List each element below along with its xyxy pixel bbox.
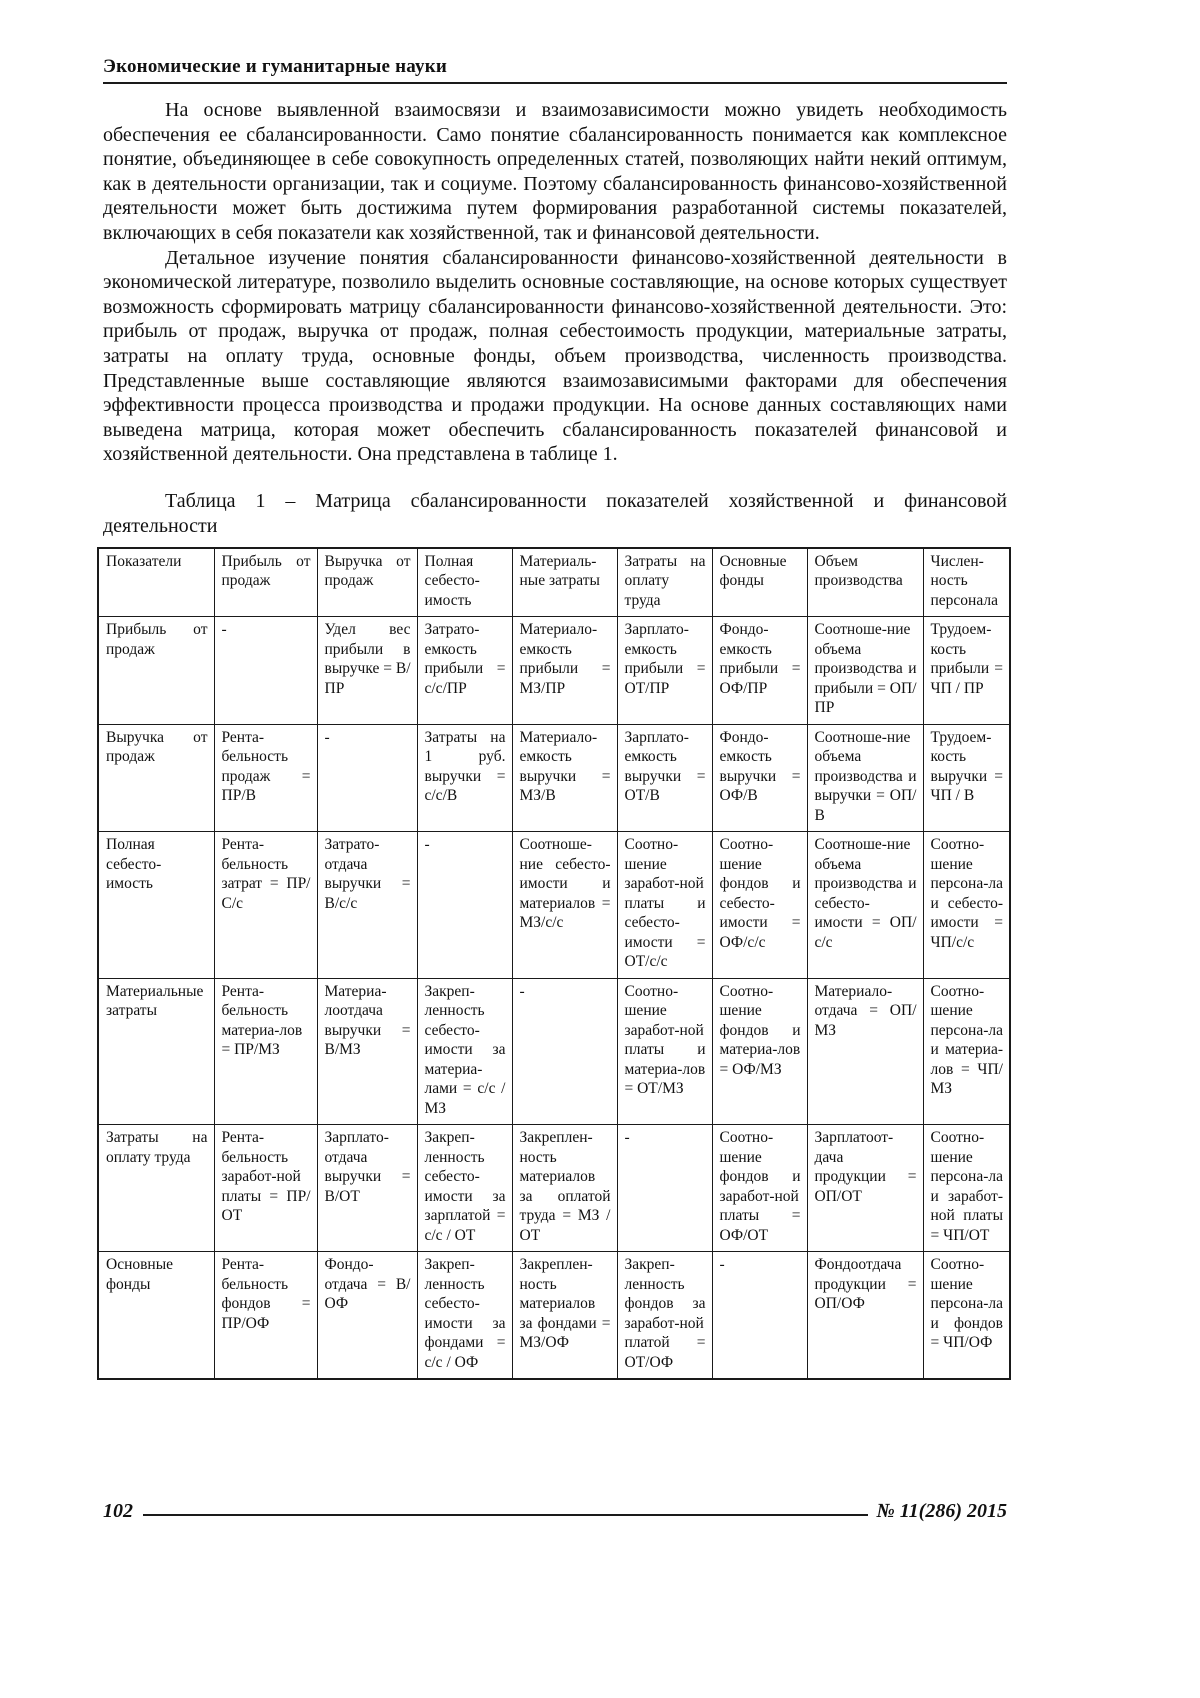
table-cell: Рента-бельность материа-лов = ПР/МЗ [214,978,317,1125]
column-header: Материаль-ные затраты [512,548,617,617]
column-header: Затраты на оплату труда [617,548,712,617]
table-cell: Материало-емкость прибыли = МЗ/ПР [512,617,617,725]
row-label: Прибыль от продаж [98,617,214,725]
table-cell: Соотноше-ние объема производства и выручки = ОП/В [807,724,923,832]
table-cell: Соотно-шение заработ-ной платы и себесто-имости = ОТ/с/с [617,832,712,979]
table-cell: Соотно-шение фондов и материа-лов = ОФ/МЗ [712,978,807,1125]
table-cell: Фондоотдача продукции = ОП/ОФ [807,1252,923,1380]
table-cell: Фондо-емкость выручки = ОФ/В [712,724,807,832]
table-cell: Затраты на 1 руб. выручки = с/с/В [417,724,512,832]
header-row [98,548,1010,617]
column-header: Основные фонды [712,548,807,617]
table-row [98,832,1010,979]
running-header: Экономические и гуманитарные науки [103,56,1007,84]
page-number: 102 [103,1500,133,1522]
issue-number: № 11(286) 2015 [876,1500,1007,1522]
column-header: Прибыль от продаж [214,548,317,617]
table-cell: Соотно-шение персона-ла и фондов = ЧП/ОФ [923,1252,1010,1380]
table-cell: Соотноше-ние объема производства и прибыли = ОП/ПР [807,617,923,725]
table-row [98,724,1010,832]
table-cell: Удел вес прибыли в выручке = В/ПР [317,617,417,725]
table-cell: Зарплато-отдача выручки = В/ОТ [317,1125,417,1252]
matrix-table-head [98,548,1010,617]
column-header: Показатели [98,548,214,617]
matrix-table-body [98,617,1010,1380]
paragraph-1: На основе выявленной взаимосвязи и взаимозависимости можно увидеть необходимость обеспечения ее сбалансированности. Само понятие сбалансированность понимается как комплексное понятие, объединяющее в себе совокупность определенных статей, позволяющих найти некий оптимум, как в деятельности организации, так и социуме. Поэтому сбалансированность финансово-хозяйственной деятельности может быть достижима путем формирования разработанной системы показателей, включающих в себя показатели как хозяйственной, так и финансовой деятельности. [103,99,1007,244]
footer-rule [143,1514,868,1516]
table-cell: Соотноше-ние объема производства и себесто-имости = ОП/с/с [807,832,923,979]
table-cell: Соотно-шение персона-ла и себесто-имости = ЧП/с/с [923,832,1010,979]
table-cell: Закреп-ленность фондов за заработ-ной платой = ОТ/ОФ [617,1252,712,1380]
table-cell: Затрато-отдача выручки = В/с/с [317,832,417,979]
table-cell: Фондо-отдача = В/ОФ [317,1252,417,1380]
row-label: Выручка от продаж [98,724,214,832]
table-cell: - [417,832,512,979]
table-cell: Зарплато-емкость прибыли = ОТ/ПР [617,617,712,725]
table-cell: Материало-емкость выручки = МЗ/В [512,724,617,832]
table-cell: Соотно-шение заработ-ной платы и материа-лов = ОТ/МЗ [617,978,712,1125]
table-cell: Материа-лоотдача выручки = В/МЗ [317,978,417,1125]
table-cell: Соотно-шение фондов и себесто-имости = ОФ/с/с [712,832,807,979]
column-header: Выручка от продаж [317,548,417,617]
table-cell: Соотно-шение персона-ла и материа-лов = ЧП/МЗ [923,978,1010,1125]
table-cell: Соотноше-ние себесто-имости и материалов = МЗ/с/с [512,832,617,979]
row-label: Основные фонды [98,1252,214,1380]
column-header: Числен-ность персонала [923,548,1010,617]
table-row [98,617,1010,725]
column-header: Полная себесто-имость [417,548,512,617]
row-label: Затраты на оплату труда [98,1125,214,1252]
table-row [98,1252,1010,1380]
table-cell: Зарплатоот-дача продукции = ОП/ОТ [807,1125,923,1252]
body-text [103,98,1007,467]
table-cell: Рента-бельность затрат = ПР/С/с [214,832,317,979]
table-row [98,978,1010,1125]
table-cell: - [214,617,317,725]
row-label: Полная себесто-имость [98,832,214,979]
table-cell: Фондо-емкость прибыли = ОФ/ПР [712,617,807,725]
row-label: Материальные затраты [98,978,214,1125]
table-cell: Затрато-емкость прибыли = с/с/ПР [417,617,512,725]
table-cell: Трудоем-кость прибыли = ЧП / ПР [923,617,1010,725]
table-cell: - [712,1252,807,1380]
table-cell: Закреплен-ность материалов за фондами = МЗ/ОФ [512,1252,617,1380]
paragraph-2: Детальное изучение понятия сбалансированности финансово-хозяйственной деятельности в экономической литературе, позволило выделить основные составляющие, на основе которых существует возможность сформировать матрицу сбалансированности финансово-хозяйственной деятельности. Это: прибыль от продаж, выручка от продаж, полная себестоимость продукции, материальные затраты, затраты на оплату труда, основные фонды, объем производства, численность производства. Представленные выше составляющие являются взаимозависимыми факторами для обеспечения эффективности процесса производства и продажи продукции. На основе данных составляющих нами выведена матрица, которая может обеспечить сбалансированность показателей финансовой и хозяйственной деятельности. Она представлена в таблице 1. [103,246,1007,466]
table-cell: - [617,1125,712,1252]
table-cell: - [317,724,417,832]
matrix-table [97,547,1011,1381]
table-cell: Соотно-шение персона-ла и заработ-ной платы = ЧП/ОТ [923,1125,1010,1252]
table-cell: - [512,978,617,1125]
table-cell: Закреп-ленность себесто-имости за материа-лами = с/с / МЗ [417,978,512,1125]
table-cell: Трудоем-кость выручки = ЧП / В [923,724,1010,832]
table-cell: Соотно-шение фондов и заработ-ной платы = ОФ/ОТ [712,1125,807,1252]
table-cell: Рента-бельность фондов = ПР/ОФ [214,1252,317,1380]
table-row [98,1125,1010,1252]
table-cell: Рента-бельность заработ-ной платы = ПР/ОТ [214,1125,317,1252]
table-cell: Рента-бельность продаж = ПР/В [214,724,317,832]
table-caption: Таблица 1 – Матрица сбалансированности показателей хозяйственной и финансовой деятельности [103,489,1007,537]
table-cell: Закреп-ленность себесто-имости за фондами = с/с / ОФ [417,1252,512,1380]
table-cell: Материало-отдача = ОП/МЗ [807,978,923,1125]
table-cell: Зарплато-емкость выручки = ОТ/В [617,724,712,832]
column-header: Объем производства [807,548,923,617]
page-footer [103,1500,1007,1523]
table-cell: Закреп-ленность себесто-имости за зарплатой = с/с / ОТ [417,1125,512,1252]
table-cell: Закреплен-ность материалов за оплатой труда = МЗ / ОТ [512,1125,617,1252]
